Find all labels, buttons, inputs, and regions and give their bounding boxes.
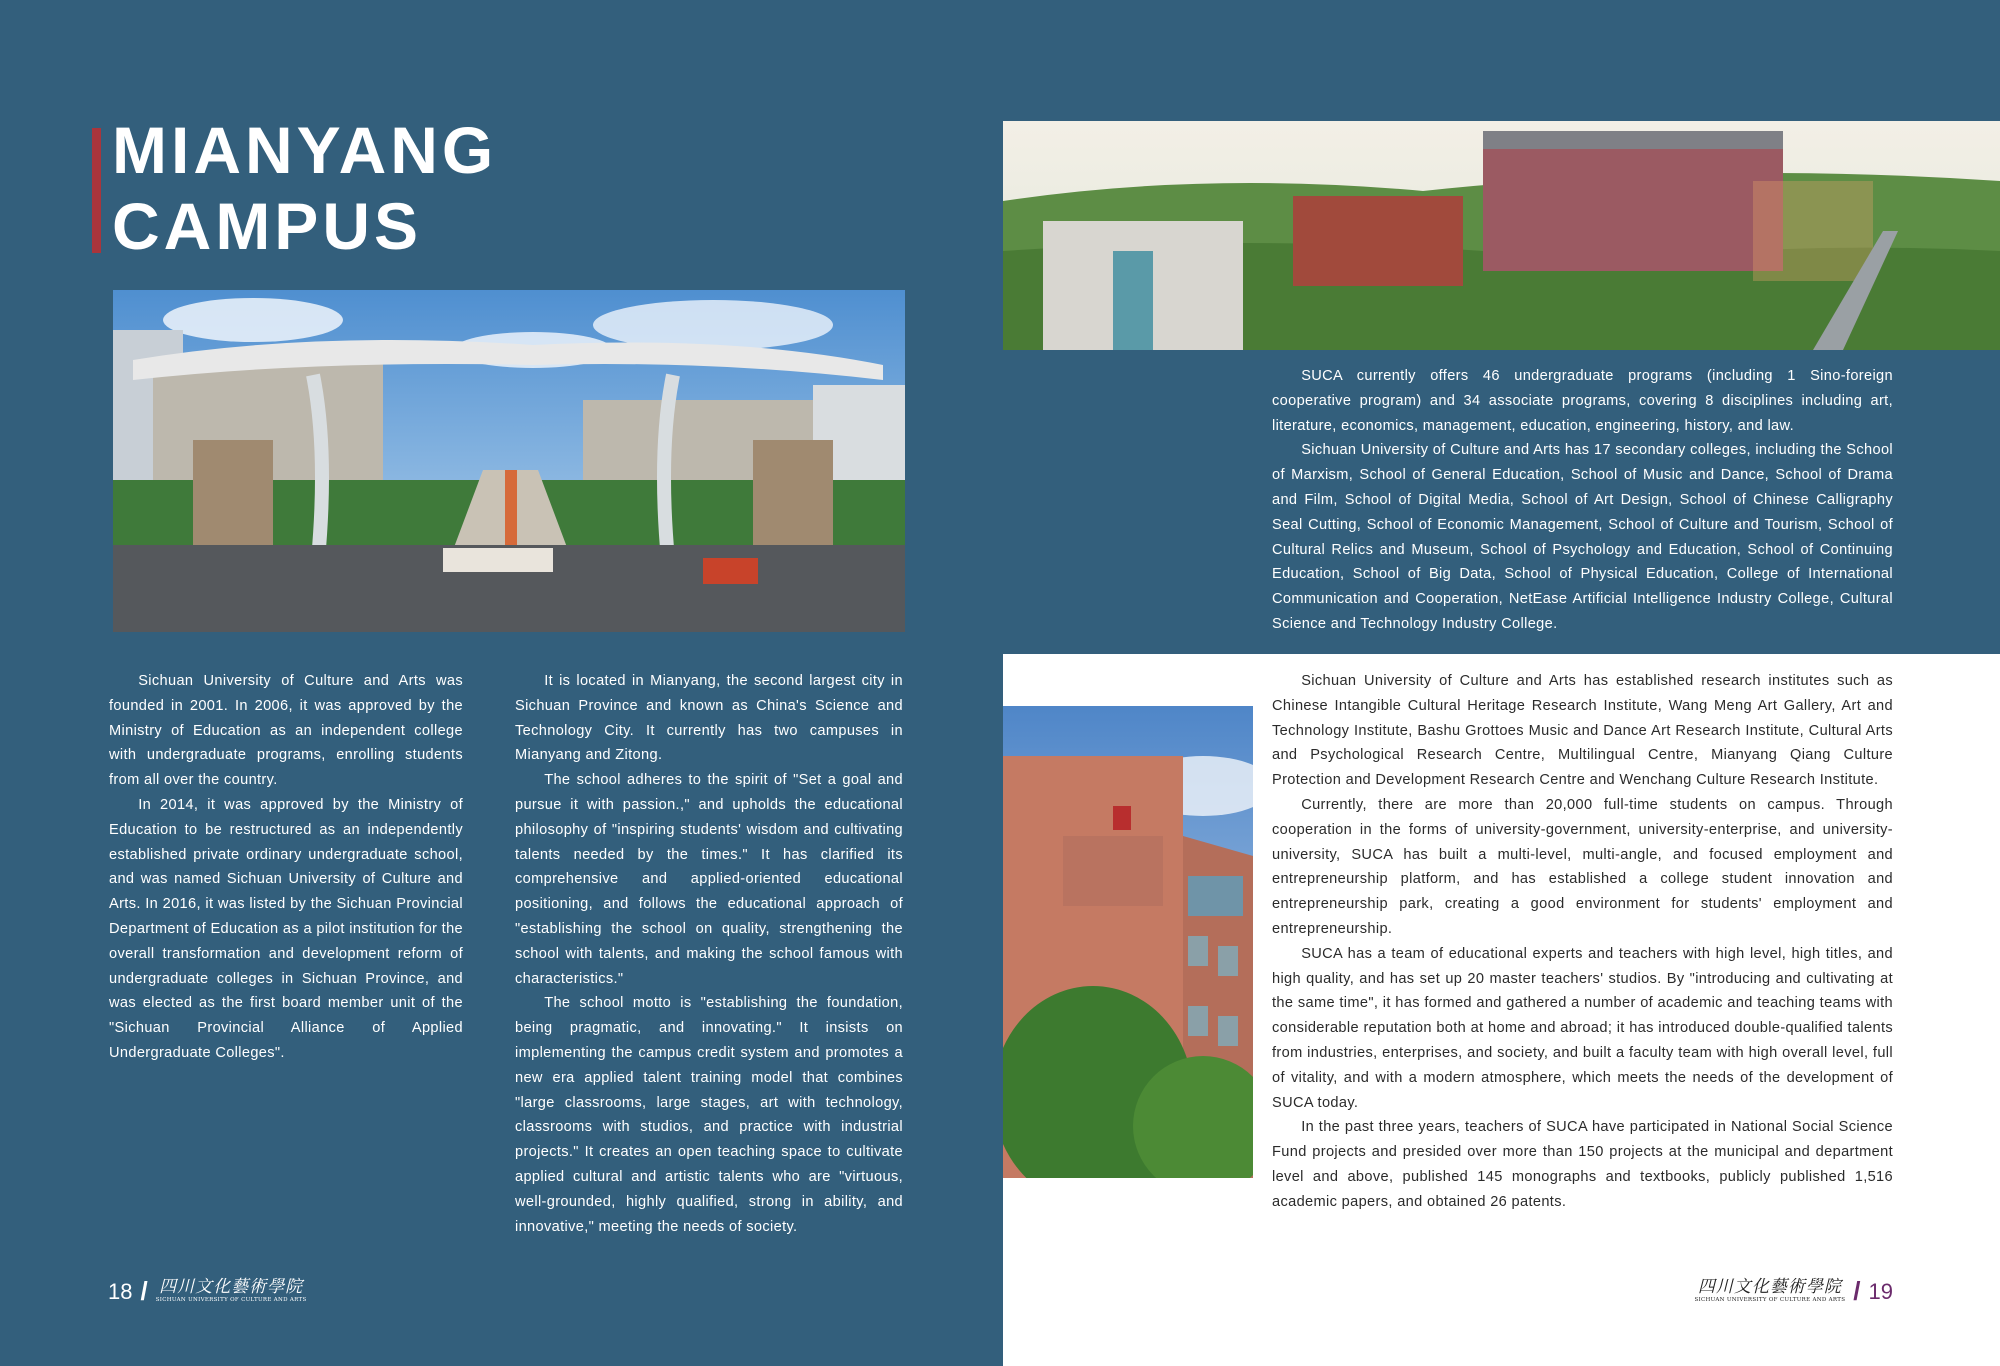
paragraph: In 2014, it was approved by the Ministry of Education to be restructured as an independently established private ordinary undergraduate school, and was named Sichuan University of Culture and Arts. In 2016, it was listed by the Sichuan Provincial Department of Education as a pilot institution for the overall transformation and development reform of undergraduate colleges in Sichuan Province, and was elected as the first board member unit of the "Sichuan Provincial Alliance of Applied Undergraduate Colleges".	[109, 796, 463, 1061]
paragraph: SUCA currently offers 46 undergraduate programs (including 1 Sino-foreign cooperative program) and 34 associate programs, covering 8 disciplines including art, literature, economics, management, education, engineering, history, and law.	[1272, 368, 1893, 434]
campus-aerial-photo	[1003, 121, 2000, 350]
logo-chinese: 四川文化藝術學院	[159, 1277, 304, 1298]
page-separator: /	[1853, 1276, 1861, 1306]
title-line-2: CAMPUS	[112, 189, 423, 263]
paragraph: Currently, there are more than 20,000 full-time students on campus. Through cooperation in the forms of university-government, university-enterprise, and university-university, SUCA has built a multi-level, multi-angle, and focused employment and entrepreneurship platform, and has established a college student innovation and entrepreneurship park, creating a good environment for students' employment and entrepreneurship.	[1272, 796, 1893, 937]
page-title	[112, 112, 497, 264]
paragraph: The school adheres to the spirit of "Set a goal and pursue it with passion.," and upholds the educational philosophy of "inspiring students' wisdom and cultivating talents needed by the times." It has clarified its comprehensive and applied-oriented educational positioning, and follows the educational approach of "establishing the school on quality, strengthening the school with talents, and making the school famous with characteristics."	[515, 772, 903, 987]
intro-column-1	[109, 669, 463, 1066]
logo-english: SICHUAN UNIVERSITY OF CULTURE AND ARTS	[155, 1297, 307, 1304]
intro-column-2	[515, 669, 903, 1239]
logo-english: SICHUAN UNIVERSITY OF CULTURE AND ARTS	[1694, 1297, 1846, 1304]
paragraph: The school motto is "establishing the foundation, being pragmatic, and innovating." It insists on implementing the campus credit system and promotes a new era applied talent training model that combines "large classrooms, large stages, art with technology, classrooms with studios, and practice with industrial projects." It creates an open teaching space to cultivate applied cultural and artistic talents who are "virtuous, well-grounded, highly qualified, strong in ability, and innovative," meeting the needs of society.	[515, 995, 903, 1235]
university-logo	[1694, 1279, 1845, 1304]
university-logo	[156, 1279, 307, 1304]
footer-right	[1694, 1276, 1893, 1307]
page-number-right: 19	[1868, 1278, 1893, 1304]
paragraph: In the past three years, teachers of SUCA have participated in National Social Science Fund projects and presided over more than 150 projects at the municipal and department level and above, published 145 monographs and textbooks, publicly published 1,516 academic papers, and obtained 26 patents.	[1272, 1119, 1893, 1210]
campus-gate-photo	[113, 290, 905, 632]
paragraph: It is located in Mianyang, the second largest city in Sichuan Province and known as China's Science and Technology City. It currently has two campuses in Mianyang and Zitong.	[515, 673, 903, 764]
paragraph: SUCA has a team of educational experts and teachers with high level, high titles, and high quality, and has set up 20 master teachers' studios. By "introducing and cultivating at the same time", it has formed and gathered a number of academic and teaching teams with considerable reputation both at home and abroad; it has introduced double-qualified talents from industries, enterprises, and society, and built a faculty team with high overall level, full of vitality, and with a modern atmosphere, which meets the needs of the development of SUCA today.	[1272, 945, 1893, 1111]
footer-left	[108, 1276, 307, 1307]
paragraph: Sichuan University of Culture and Arts has 17 secondary colleges, including the School of Marxism, School of General Education, School of Music and Dance, School of Drama and Film, School of Digital Media, School of Art Design, School of Chinese Calligraphy Seal Cutting, School of Economic Management, School of Culture and Tourism, School of Cultural Relics and Museum, School of Psychology and Education, School of Continuing Education, School of Big Data, School of Physical Education, College of International Communication and Cooperation, NetEase Artificial Intelligence Industry College, Cultural Science and Technology Industry College.	[1272, 442, 1893, 632]
logo-chinese: 四川文化藝術學院	[1697, 1277, 1842, 1298]
campus-building-photo	[1003, 706, 1253, 1178]
programs-column	[1272, 364, 1893, 637]
title-line-1: MIANYANG	[112, 113, 498, 187]
page-number-left: 18	[108, 1278, 133, 1304]
paragraph: Sichuan University of Culture and Arts was founded in 2001. In 2006, it was approved by the Ministry of Education as an independent college with undergraduate programs, enrolling students from all over the country.	[109, 673, 463, 789]
research-column	[1272, 669, 1893, 1215]
page-separator: /	[140, 1276, 148, 1306]
paragraph: Sichuan University of Culture and Arts has established research institutes such as Chinese Intangible Cultural Heritage Research Institute, Wang Meng Art Gallery, Art and Technology Institute, Bashu Grottoes Music and Dance Art Research Institute, Cultural Arts and Psychological Research Centre, Multilingual Centre, Mianyang Qiang Culture Protection and Development Research Centre and Wenchang Culture Research Institute.	[1272, 673, 1893, 789]
title-accent-bar	[92, 128, 101, 253]
